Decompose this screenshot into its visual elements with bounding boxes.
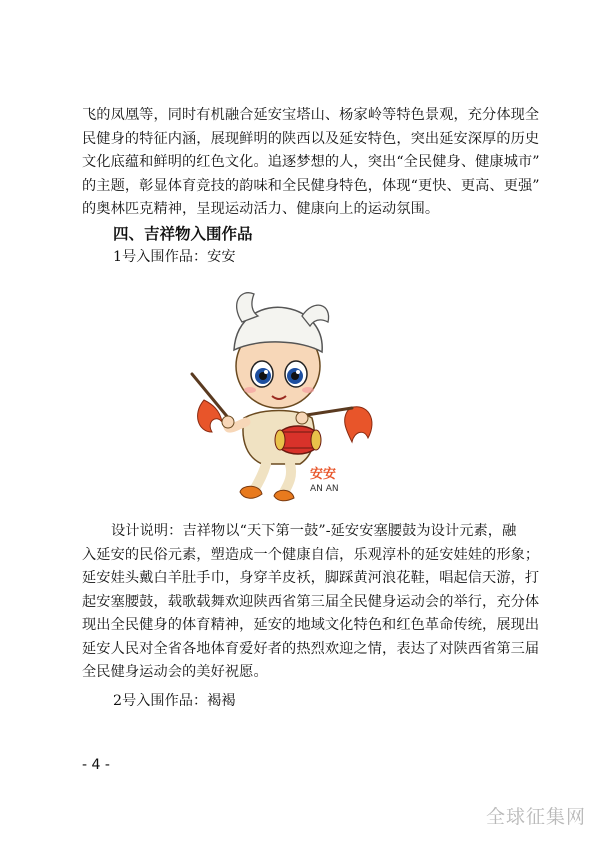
entry1-label: 1号入围作品：安安 bbox=[113, 249, 236, 265]
intro-line: 的主题，彰显体育竞技的韵味和全民健身特色，体现“更快、更高、更强” bbox=[82, 177, 540, 194]
description-line: 现出全民健身的体育精神，延安的地域文化特色和红色革命传统，展现出 bbox=[82, 617, 540, 633]
section-heading: 四、吉祥物入围作品 bbox=[113, 225, 253, 243]
description-line: 设计说明：吉祥物以“天下第一鼓”-延安安塞腰鼓为设计元素，融 bbox=[111, 523, 517, 539]
intro-line: 飞的凤凰等，同时有机融合延安宝塔山、杨家岭等特色景观，充分体现全 bbox=[82, 107, 540, 123]
intro-line: 文化底蕴和鲜明的红色文化。追逐梦想的人，突出“全民健身、健康城市” bbox=[82, 154, 540, 170]
description-line: 延安娃头戴白羊肚手巾，身穿羊皮袄，脚踩黄河浪花鞋，唱起信天游，打 bbox=[82, 570, 540, 586]
intro-line: 的奥林匹克精神，呈现运动活力、健康向上的运动氛围。 bbox=[82, 201, 440, 217]
intro-line: 民健身的特征内涵，展现鲜明的陕西以及延安特色，突出延安深厚的历史 bbox=[82, 130, 540, 147]
description-paragraph bbox=[82, 520, 540, 685]
description-line: 入延安的民俗元素，塑造成一个健康自信，乐观淳朴的延安娃娃的形象； bbox=[82, 546, 540, 563]
shoe bbox=[274, 490, 294, 501]
entry2-label: 2号入围作品：褐褐 bbox=[113, 693, 236, 709]
watermark: 全球征集网 bbox=[485, 806, 586, 828]
mascot-illustration bbox=[182, 282, 382, 504]
page-number: - 4 - bbox=[82, 757, 110, 773]
description-line: 起安塞腰鼓，载歌载舞欢迎陕西省第三届全民健身运动会的举行，充分体 bbox=[82, 593, 540, 610]
description-line: 全民健身运动会的美好祝愿。 bbox=[82, 664, 268, 680]
mascot-logo: 安安 bbox=[310, 467, 337, 482]
mascot-pinyin: AN AN bbox=[310, 484, 339, 494]
intro-paragraph bbox=[82, 104, 540, 222]
description-line: 延安人民对全省各地体育爱好者的热烈欢迎之情，表达了对陕西省第三届 bbox=[82, 640, 540, 657]
ribbon-right bbox=[345, 407, 372, 442]
